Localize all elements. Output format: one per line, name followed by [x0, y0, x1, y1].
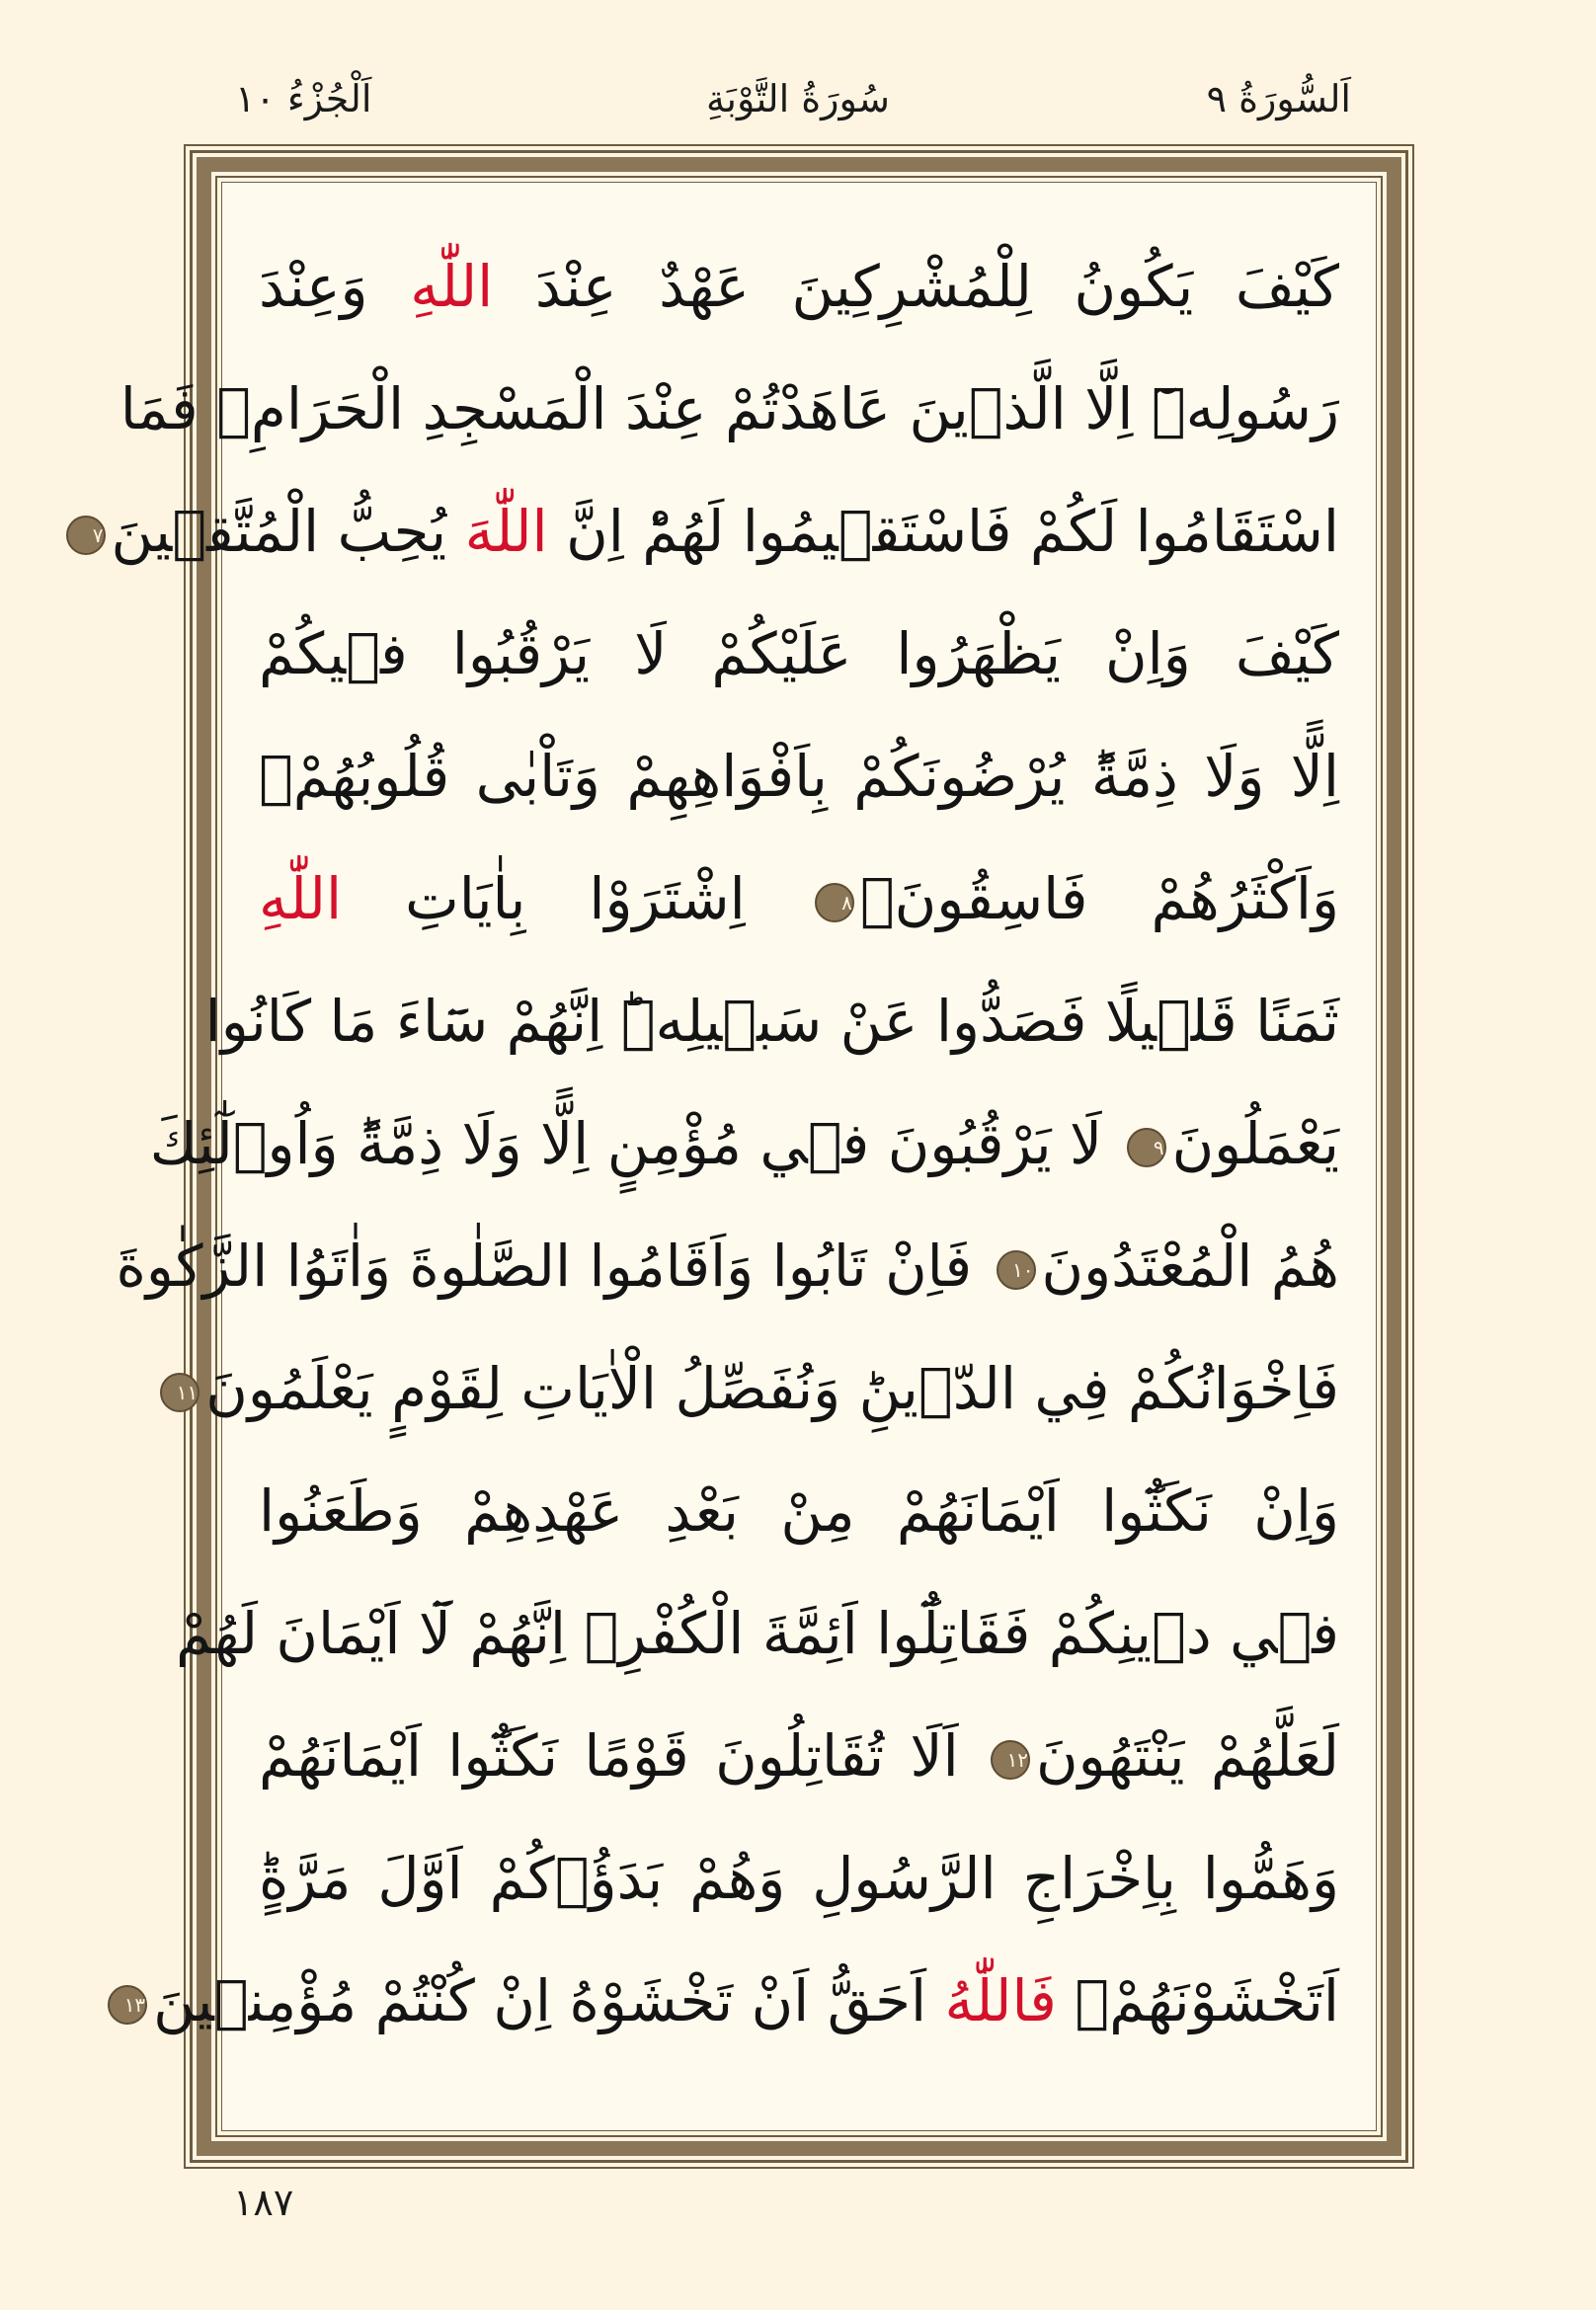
divine-name: اللّٰهَ [464, 498, 548, 565]
verse-line [204, 960, 1339, 1082]
verse-line [259, 593, 1339, 715]
verse-text: اَلَا تُقَاتِلُونَ قَوْمًا نَكَثُٓوا اَيْمَانَهُمْ [259, 1722, 986, 1790]
verse-text: اِشْتَرَوْا بِاٰيَاتِ [342, 865, 809, 932]
ayah-number-marker: ١٢ [991, 1740, 1030, 1780]
verse-line [176, 1327, 1339, 1450]
verse-line [259, 1817, 1339, 1940]
ayah-number-marker: ١٣ [108, 1985, 147, 2025]
verse-line [259, 1695, 1339, 1817]
verse-text: ثَمَنًا قَلٖيلًا فَصَدُّوا عَنْ سَبٖيلِهٖؕ اِنَّهُمْ سَٓاءَ مَا كَانُوا [204, 988, 1339, 1055]
verse-text: اَتَخْشَوْنَهُمْۚ [1056, 1967, 1339, 2034]
ayah-number-marker: ١١ [160, 1373, 200, 1412]
verse-text: وَاَكْثَرُهُمْ فَاسِقُونَۚ [859, 865, 1339, 932]
verse-line [120, 348, 1339, 470]
page-header [0, 59, 1596, 138]
verse-line [259, 1450, 1339, 1572]
divine-name: اللّٰهِ [259, 865, 343, 932]
ayah-number-marker: ١٠ [997, 1250, 1036, 1290]
verse-text: يَعْمَلُونَ [1171, 1110, 1339, 1177]
verse-text: رَسُولِهٖٓ اِلَّا الَّذٖينَ عَاهَدْتُمْ عِنْدَ الْمَسْجِدِ الْحَرَامِۚ فَمَا [120, 375, 1339, 442]
ayah-number-marker: ٩ [1127, 1128, 1166, 1167]
ayah-number-marker: ٧ [66, 516, 106, 555]
surah-number: اَلسُّورَةُ ٩ [1206, 77, 1351, 120]
juz-number: اَلْجُزْءُ ١٠ [235, 77, 372, 120]
verse-line [92, 470, 1339, 593]
verse-text: كَيْفَ وَاِنْ يَظْهَرُوا عَلَيْكُمْ لَا يَرْقُبُوا فٖيكُمْ [259, 620, 1339, 687]
divine-name: فَاللّٰهُ [944, 1967, 1057, 2034]
verse-line [259, 837, 1339, 960]
verse-line [175, 1572, 1339, 1695]
verse-text: وَهَمُّوا بِاِخْرَاجِ الرَّسُولِ وَهُمْ بَدَؤُ۫كُمْ اَوَّلَ مَرَّةٍؕ [259, 1845, 1339, 1912]
verse-text: لَعَلَّهُمْ يَنْتَهُونَ [1036, 1722, 1340, 1790]
verse-text: لَا يَرْقُبُونَ فٖي مُؤْمِنٍ اِلًّا وَلَا ذِمَّةًؕ وَاُو۬لٰٓئِكَ [149, 1110, 1121, 1177]
verse-text: فَاِنْ تَابُوا وَاَقَامُوا الصَّلٰوةَ وَاٰتَوُا الزَّكٰوةَ [116, 1233, 991, 1300]
verse-text: فَاِخْوَانُكُمْ فِي الدّٖينِؕ وَنُفَصِّلُ الْاٰيَاتِ لِقَوْمٍ يَعْلَمُونَ [205, 1355, 1339, 1422]
verse-text: كَيْفَ يَكُونُ لِلْمُشْرِكِينَ عَهْدٌ عِنْدَ [493, 253, 1339, 320]
verse-text: اَحَقُّ اَنْ تَخْشَوْهُ اِنْ كُنْتُمْ مُؤْمِنٖينَ [153, 1967, 945, 2034]
page-number: ١٨٧ [233, 2181, 294, 2224]
ayah-number-marker: ٨ [815, 883, 854, 922]
surah-title: سُورَةُ التَّوْبَةِ [706, 77, 890, 120]
verse-text: هُمُ الْمُعْتَدُونَ [1041, 1233, 1339, 1300]
verse-text: اسْتَقَامُوا لَكُمْ فَاسْتَقٖيمُوا لَهُمْؕ اِنَّ [547, 498, 1339, 565]
verse-line [149, 1082, 1339, 1205]
verse-line [123, 1940, 1339, 2062]
verse-text: فٖي دٖينِكُمْ فَقَاتِلُٓوا اَئِمَّةَ الْكُفْرِۙ اِنَّهُمْ لَٓا اَيْمَانَ لَهُمْ [175, 1600, 1339, 1667]
verse-text: اِلًّا وَلَا ذِمَّةًؕ يُرْضُونَكُمْ بِاَفْوَاهِهِمْ وَتَاْبٰى قُلُوبُهُمْۚ [259, 743, 1339, 810]
verse-line [259, 715, 1339, 837]
verse-text: يُحِبُّ الْمُتَّقٖينَ [111, 498, 465, 565]
verse-line [116, 1205, 1339, 1327]
divine-name: اللّٰهِ [410, 253, 494, 320]
verse-text-block [92, 225, 1340, 2062]
verse-text: وَعِنْدَ [259, 253, 411, 320]
verse-line [259, 225, 1339, 348]
verse-text: وَاِنْ نَكَثُٓوا اَيْمَانَهُمْ مِنْ بَعْدِ عَهْدِهِمْ وَطَعَنُوا [259, 1477, 1339, 1545]
